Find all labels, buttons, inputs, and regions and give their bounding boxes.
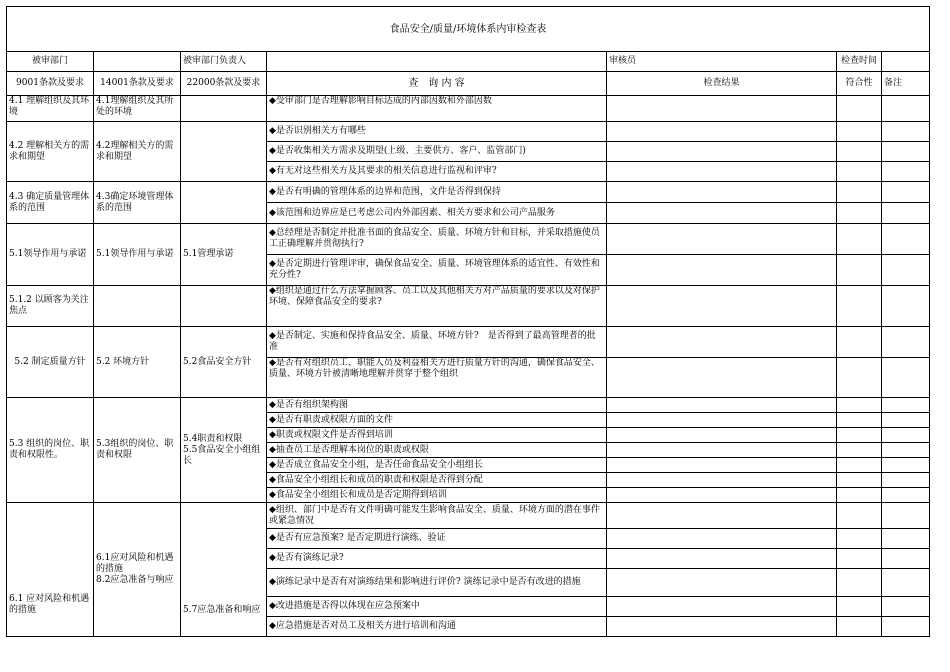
result-cell[interactable] xyxy=(607,473,837,488)
note-cell[interactable] xyxy=(882,549,930,569)
note-cell[interactable] xyxy=(882,529,930,549)
query-item: ◆职责或权限文件是否得到培训 xyxy=(267,428,607,443)
result-cell[interactable] xyxy=(607,358,837,398)
result-cell[interactable] xyxy=(607,398,837,413)
result-cell[interactable] xyxy=(607,488,837,503)
query-item: ◆抽查员工是否理解本岗位的职责或权限 xyxy=(267,443,607,458)
conform-cell[interactable] xyxy=(837,458,882,473)
clause-14001-4-2: 4.2理解相关方的需求和期望 xyxy=(94,122,181,182)
conform-cell[interactable] xyxy=(837,503,882,529)
note-cell[interactable] xyxy=(882,488,930,503)
clause-14001-4-1: 4.1理解组织及其所处的环境 xyxy=(94,96,181,122)
note-cell[interactable] xyxy=(882,327,930,358)
conform-cell[interactable] xyxy=(837,224,882,255)
result-cell[interactable] xyxy=(607,224,837,255)
clause-9001-4-3: 4.3 确定质量管理体系的范围 xyxy=(7,182,94,224)
conform-cell[interactable] xyxy=(837,617,882,637)
query-item: ◆是否识别相关方有哪些 xyxy=(267,122,607,142)
clause-9001-5-3: 5.3 组织的岗位、职责和权限性。 xyxy=(7,398,94,503)
query-item: ◆总经理是否制定并批准书面的食品安全、质量、环境方针和目标，并采取措施使员工正确理解并贯彻执行? xyxy=(267,224,607,255)
conform-cell[interactable] xyxy=(837,488,882,503)
clause-9001-5-2: 5.2 制定质量方针 xyxy=(7,327,94,398)
audit-time-label: 检查时间 xyxy=(837,52,882,72)
query-item: ◆是否有对组织员工、职能人员及利益相关方进行质量方针的沟通，确保食品安全、质量、环境方针被清晰地理解并贯穿于整个组织 xyxy=(267,358,607,398)
query-item: ◆是否有应急预案? 是否定期进行演练、验证 xyxy=(267,529,607,549)
query-item: ◆是否制定、实施和保持食品安全、质量、环境方针? 是否得到了最高管理者的批准 xyxy=(267,327,607,358)
query-item: ◆受审部门是否理解影响目标达成的内部因数和外部因数 xyxy=(267,96,607,122)
result-cell[interactable] xyxy=(607,96,837,122)
note-cell[interactable] xyxy=(882,286,930,327)
note-cell[interactable] xyxy=(882,503,930,529)
conform-cell[interactable] xyxy=(837,398,882,413)
query-item: ◆改进措施是否得以体现在应急预案中 xyxy=(267,597,607,617)
conform-cell[interactable] xyxy=(837,162,882,182)
conform-cell[interactable] xyxy=(837,529,882,549)
note-cell[interactable] xyxy=(882,182,930,203)
note-cell[interactable] xyxy=(882,122,930,142)
clause-9001-5-1-2: 5.1.2 以顾客为关注焦点 xyxy=(7,286,94,327)
note-cell[interactable] xyxy=(882,458,930,473)
clause-22000-5-3: 5.4职责和权限 5.5食品安全小组组长 xyxy=(181,398,267,503)
header-note: 备注 xyxy=(882,72,930,96)
note-cell[interactable] xyxy=(882,142,930,162)
clause-22000-4-1 xyxy=(181,96,267,122)
page-title: 食品安全/质量/环境体系内审检查表 xyxy=(7,7,930,52)
conform-cell[interactable] xyxy=(837,413,882,428)
clause-14001-5-1: 5.1领导作用与承诺 xyxy=(94,224,181,286)
header-9001: 9001条款及要求 xyxy=(7,72,94,96)
query-item: ◆是否收集相关方需求及期望(上级、主要供方、客户、监管部门) xyxy=(267,142,607,162)
result-cell[interactable] xyxy=(607,503,837,529)
query-item: ◆演练记录中是否有对演练结果和影响进行评价? 演练记录中是否有改进的措施 xyxy=(267,569,607,597)
conform-cell[interactable] xyxy=(837,286,882,327)
clause-14001-5-3: 5.3组织的岗位、职责和权限 xyxy=(94,398,181,503)
query-item: ◆是否定期进行管理评审，确保食品安全、质量、环境管理体系的适宜性、有效性和充分性? xyxy=(267,255,607,286)
query-item: ◆是否有职责或权限方面的文件 xyxy=(267,413,607,428)
query-item: ◆是否有演练记录? xyxy=(267,549,607,569)
conform-cell[interactable] xyxy=(837,255,882,286)
clause-22000-4-3 xyxy=(181,182,267,224)
note-cell[interactable] xyxy=(882,96,930,122)
result-cell[interactable] xyxy=(607,529,837,549)
conform-cell[interactable] xyxy=(837,549,882,569)
note-cell[interactable] xyxy=(882,255,930,286)
conform-cell[interactable] xyxy=(837,203,882,224)
query-item: ◆组织、部门中是否有文件明确可能发生影响食品安全、质量、环境方面的潜在事件或紧急情况 xyxy=(267,503,607,529)
result-cell[interactable] xyxy=(607,458,837,473)
note-cell[interactable] xyxy=(882,224,930,255)
result-cell[interactable] xyxy=(607,549,837,569)
query-item: ◆是否有组织架构图 xyxy=(267,398,607,413)
note-cell[interactable] xyxy=(882,473,930,488)
note-cell[interactable] xyxy=(882,358,930,398)
clause-9001-6-1: 6.1 应对风险和机遇的措施 xyxy=(7,503,94,637)
clause-22000-6-1: 5.7应急准备和响应 xyxy=(181,503,267,637)
conform-cell[interactable] xyxy=(837,122,882,142)
audited-dept-value[interactable] xyxy=(94,52,181,72)
result-cell[interactable] xyxy=(607,569,837,597)
result-cell[interactable] xyxy=(607,255,837,286)
conform-cell[interactable] xyxy=(837,443,882,458)
header-result: 检查结果 xyxy=(607,72,837,96)
clause-22000-5-1: 5.1管理承诺 xyxy=(181,224,267,286)
clause-14001-5-1-2 xyxy=(94,286,181,327)
conform-cell[interactable] xyxy=(837,142,882,162)
note-cell[interactable] xyxy=(882,413,930,428)
conform-cell[interactable] xyxy=(837,358,882,398)
conform-cell[interactable] xyxy=(837,428,882,443)
header-query: 查 询 内 容 xyxy=(267,72,607,96)
clause-22000-5-2: 5.2食品安全方针 xyxy=(181,327,267,398)
query-item: ◆应急措施是否对员工及相关方进行培训和沟通 xyxy=(267,617,607,637)
conform-cell[interactable] xyxy=(837,473,882,488)
result-cell[interactable] xyxy=(607,617,837,637)
clause-14001-5-2: 5.2 环境方针 xyxy=(94,327,181,398)
header-14001: 14001条款及要求 xyxy=(94,72,181,96)
result-cell[interactable] xyxy=(607,443,837,458)
header-22000: 22000条款及要求 xyxy=(181,72,267,96)
audited-dept-label: 被审部门 xyxy=(7,52,94,72)
query-item: ◆该范围和边界应是已考虑公司内外部因素、相关方要求和公司产品服务 xyxy=(267,203,607,224)
note-cell[interactable] xyxy=(882,443,930,458)
clause-14001-4-3: 4.3确定环境管理体系的范围 xyxy=(94,182,181,224)
clause-14001-6-1: 6.1应对风险和机遇的措施 8.2应急准备与响应 xyxy=(94,503,181,637)
note-cell[interactable] xyxy=(882,617,930,637)
header-conform: 符合性 xyxy=(837,72,882,96)
audit-checklist-table xyxy=(6,6,930,637)
conform-cell[interactable] xyxy=(837,597,882,617)
note-cell[interactable] xyxy=(882,162,930,182)
result-cell[interactable] xyxy=(607,122,837,142)
conform-cell[interactable] xyxy=(837,327,882,358)
conform-cell[interactable] xyxy=(837,96,882,122)
result-cell[interactable] xyxy=(607,203,837,224)
note-cell[interactable] xyxy=(882,428,930,443)
query-item: ◆组织是通过什么方法掌握顾客、员工以及其他相关方对产品质量的要求以及对保护环境、保障食品安全的要求? xyxy=(267,286,607,327)
audited-head-label: 被审部门负责人 xyxy=(181,52,267,72)
audited-head-value[interactable] xyxy=(267,52,607,72)
result-cell[interactable] xyxy=(607,413,837,428)
clause-9001-4-2: 4.2 理解相关方的需求和期望 xyxy=(7,122,94,182)
conform-cell[interactable] xyxy=(837,569,882,597)
query-item: ◆食品安全小组组长和成员是否定期得到培训 xyxy=(267,488,607,503)
result-cell[interactable] xyxy=(607,142,837,162)
note-cell[interactable] xyxy=(882,398,930,413)
result-cell[interactable] xyxy=(607,327,837,358)
result-cell[interactable] xyxy=(607,597,837,617)
query-item: ◆是否成立食品安全小组，是否任命食品安全小组组长 xyxy=(267,458,607,473)
note-cell[interactable] xyxy=(882,569,930,597)
result-cell[interactable] xyxy=(607,162,837,182)
auditor-label: 审核员 xyxy=(607,52,837,72)
query-item: ◆是否有明确的管理体系的边界和范围，文件是否得到保持 xyxy=(267,182,607,203)
note-cell[interactable] xyxy=(882,203,930,224)
query-item: ◆食品安全小组组长和成员的职责和权限是否得到分配 xyxy=(267,473,607,488)
clause-22000-5-1-2 xyxy=(181,286,267,327)
clause-9001-4-1: 4.1 理解组织及其环境 xyxy=(7,96,94,122)
clause-9001-5-1: 5.1领导作用与承诺 xyxy=(7,224,94,286)
query-item: ◆有无对这些相关方及其要求的相关信息进行监视和评审? xyxy=(267,162,607,182)
audit-time-value[interactable] xyxy=(882,52,930,72)
result-cell[interactable] xyxy=(607,428,837,443)
clause-22000-4-2 xyxy=(181,122,267,182)
conform-cell[interactable] xyxy=(837,182,882,203)
result-cell[interactable] xyxy=(607,286,837,327)
note-cell[interactable] xyxy=(882,597,930,617)
result-cell[interactable] xyxy=(607,182,837,203)
